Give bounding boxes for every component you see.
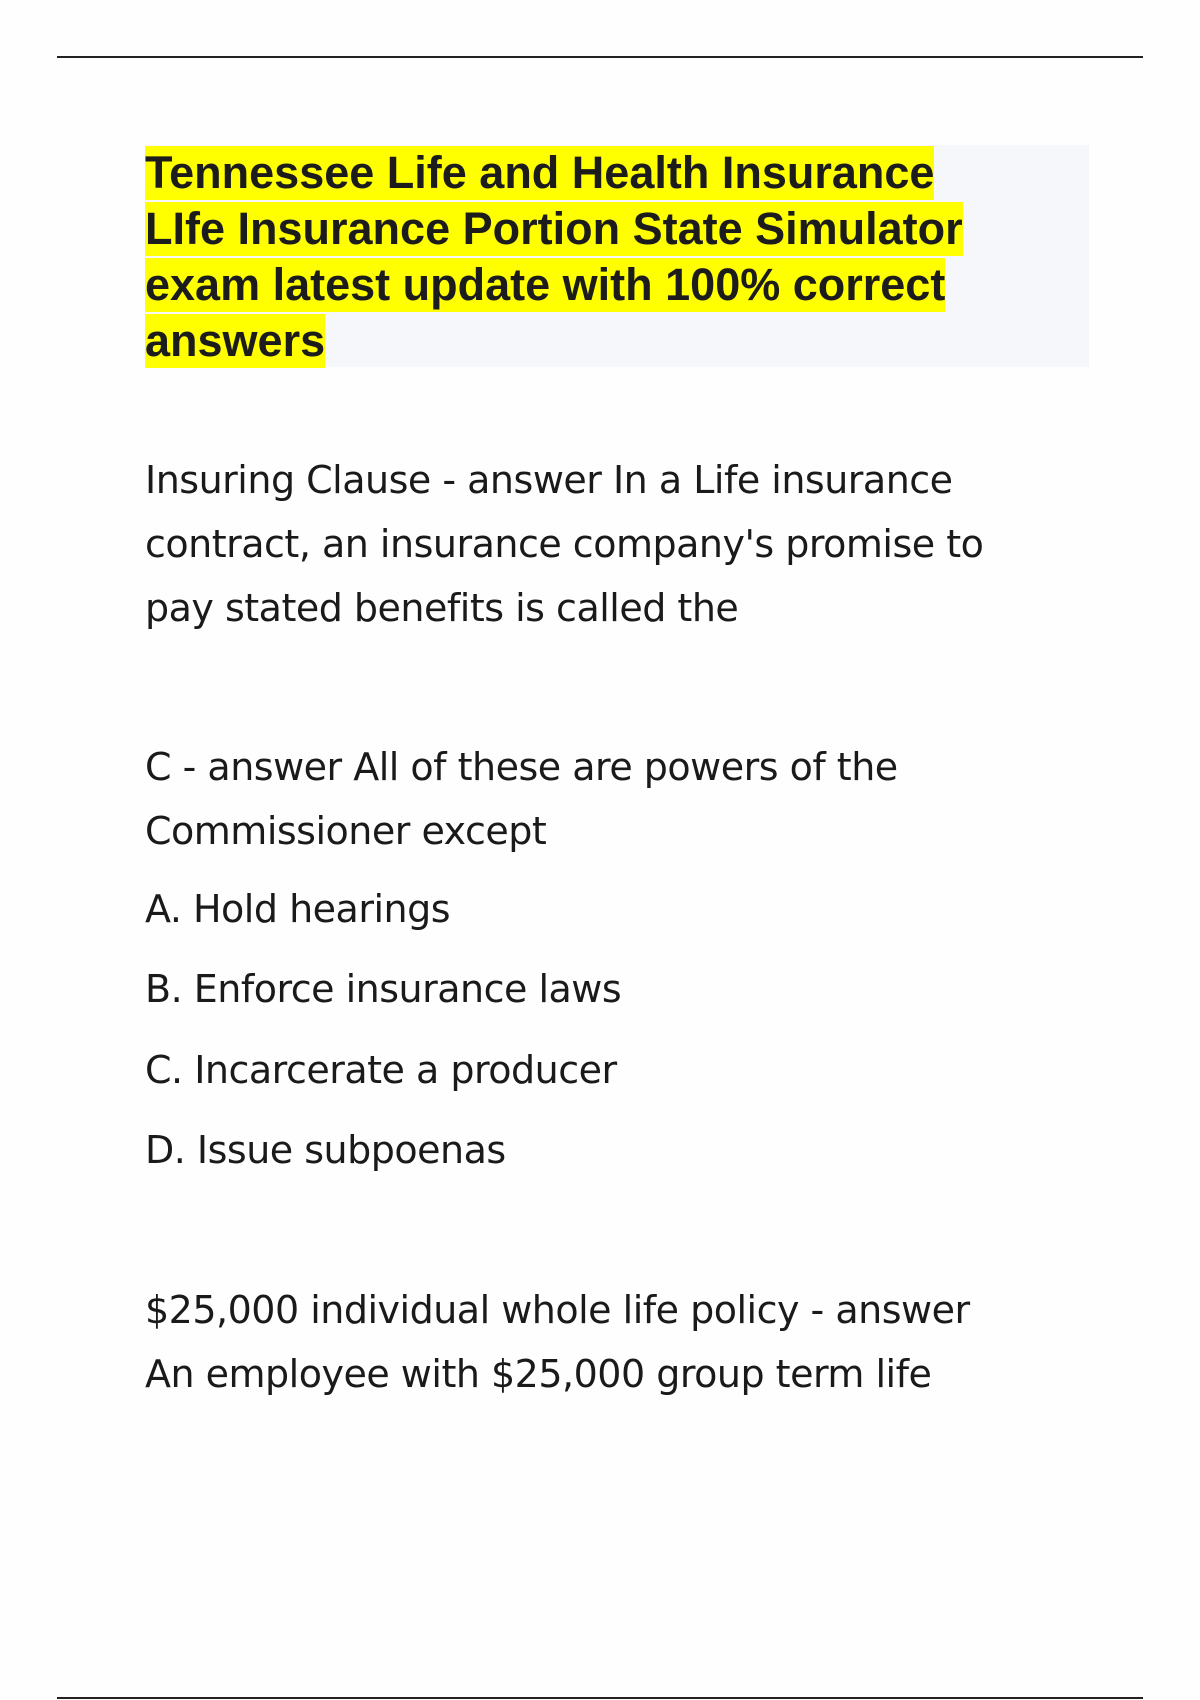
header-rule xyxy=(57,56,1143,58)
question-1-line-2: contract, an insurance company's promise to xyxy=(145,522,984,566)
title-line-4: answers xyxy=(145,315,326,366)
footer-rule xyxy=(57,1697,1143,1699)
option-b: B. Enforce insurance laws xyxy=(145,967,622,1011)
title-line-1: Tennessee Life and Health Insurance xyxy=(145,147,935,198)
title-line-3: exam latest update with 100% correct xyxy=(145,259,946,310)
question-2-line-1: C - answer All of these are powers of the xyxy=(145,745,898,789)
question-1-line-1: Insuring Clause - answer In a Life insurance xyxy=(145,458,953,502)
option-a: A. Hold hearings xyxy=(145,887,450,931)
question-1-line-3: pay stated benefits is called the xyxy=(145,586,739,630)
question-3-line-2: An employee with $25,000 group term life xyxy=(145,1352,932,1396)
option-d: D. Issue subpoenas xyxy=(145,1128,506,1172)
question-whole-life-policy xyxy=(145,1278,1075,1406)
title-block xyxy=(145,145,1089,367)
option-c: C. Incarcerate a producer xyxy=(145,1048,617,1092)
question-commissioner-powers xyxy=(145,735,1075,863)
question-3-line-1: $25,000 individual whole life policy - answer xyxy=(145,1288,970,1332)
title-line-2: LIfe Insurance Portion State Simulator xyxy=(145,203,963,254)
document-title xyxy=(145,145,1089,369)
question-2-line-2: Commissioner except xyxy=(145,809,547,853)
question-insuring-clause xyxy=(145,448,1075,640)
